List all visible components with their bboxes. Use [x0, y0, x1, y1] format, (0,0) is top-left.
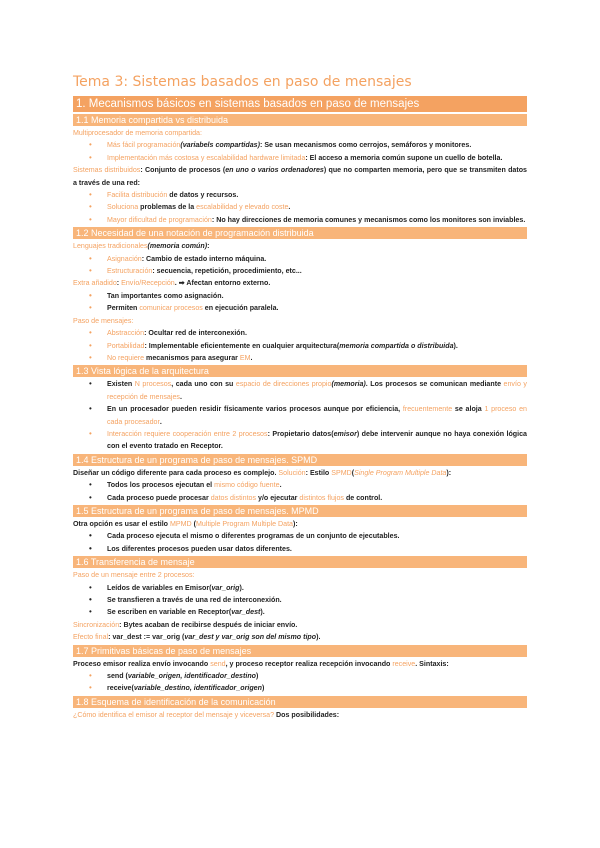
subsection-heading-1-4: 1.4 Estructura de un programa de paso de mensajes. SPMD	[73, 454, 527, 466]
text-span: en uno o varios ordenadores	[225, 166, 324, 175]
text-span: : Ocultar red de interconexión.	[144, 329, 247, 338]
list-traditional	[73, 253, 527, 278]
text-span: : Se usan mecanismos como cerrojos, semáforos y monitores.	[259, 141, 472, 150]
subsection-heading-1-3: 1.3 Vista lógica de la arquitectura	[73, 365, 527, 377]
list-item	[73, 378, 527, 403]
text-span: : var_dest := var_orig (	[108, 633, 185, 642]
text-span: Envío/Recepción	[121, 279, 175, 288]
list-item	[73, 606, 527, 618]
text-span: emisor	[333, 429, 357, 438]
text-span: ).	[316, 633, 321, 642]
label-extra-added	[73, 277, 527, 289]
list-item	[73, 479, 527, 491]
text-span: : Conjunto de procesos (	[140, 166, 226, 175]
label-final-effect	[73, 631, 527, 643]
list-item	[73, 152, 527, 164]
list-item	[73, 265, 527, 277]
text-span: Soluciona	[107, 203, 139, 212]
text-span: : No hay direcciones de memoria comunes y mecanismos como los monitores son inviables.	[211, 215, 526, 224]
text-span: .	[159, 417, 162, 426]
subsection-heading-1-2: 1.2 Necesidad de una notación de programación distribuida	[73, 227, 527, 239]
list-item: • Se transfieren a través de una red de interconexión.	[73, 594, 527, 606]
text-span: MPMD	[169, 519, 192, 528]
list-item	[73, 403, 527, 428]
text-span: Otra opción es usar el estilo	[73, 519, 170, 528]
paragraph-distributed	[73, 164, 527, 189]
label-traditional-languages	[73, 240, 527, 252]
text-span: frecuentemente	[402, 405, 453, 414]
text-span: Sincronización	[73, 620, 120, 629]
text-span: problemas de la	[138, 203, 197, 212]
text-span: send (	[107, 672, 128, 681]
list-item	[73, 352, 527, 364]
text-span: send	[210, 659, 226, 668]
text-span: ).	[453, 341, 458, 350]
list-item	[73, 201, 527, 213]
list-item	[73, 214, 527, 226]
list-item: • Cada proceso ejecuta el mismo o diferentes programas de un conjunto de ejecutables.	[73, 530, 527, 542]
list-extra	[73, 290, 527, 315]
subsection-heading-1-7: 1.7 Primitivas básicas de paso de mensajes	[73, 645, 527, 657]
text-span: de datos y recursos.	[167, 191, 239, 200]
text-span: (memoria común)	[147, 242, 208, 251]
text-span: Asignación	[107, 254, 142, 263]
text-span: mecanismos para asegurar	[144, 353, 240, 362]
text-span: Se escriben en variable en Receptor(	[107, 608, 232, 617]
text-span: : Estilo	[305, 468, 332, 477]
text-span: , cada uno con su	[171, 380, 236, 389]
text-span: , y proceso receptor realiza recepción invocando	[225, 659, 393, 668]
text-span: EM	[239, 353, 251, 362]
text-span: distintos flujos	[299, 493, 344, 502]
text-span: (memoria)	[331, 380, 366, 389]
text-span: Lenguajes tradicionales	[73, 242, 148, 251]
text-span: (	[191, 519, 197, 528]
text-span: )	[256, 672, 259, 681]
text-span: .	[250, 353, 253, 362]
list-message-passing	[73, 327, 527, 364]
text-span: Multiple Program Multiple Data	[196, 519, 294, 528]
text-span: :	[116, 279, 122, 288]
text-span: : Propietario datos(	[267, 429, 334, 438]
text-span: Mayor dificultad de programación	[107, 215, 212, 224]
text-span: .	[288, 203, 291, 212]
text-span: envío y recepción de mensajes	[107, 380, 527, 401]
text-span: Todos los procesos ejecutan el	[107, 481, 215, 490]
text-span: : Bytes acaban de recibirse después de iniciar envío.	[119, 620, 298, 629]
text-span: ) que no comparten memoria, pero que se transmiten datos a través de una red:	[73, 166, 527, 187]
list-item: • Tan importantes como asignación.	[73, 290, 527, 302]
text-span: receive	[392, 659, 416, 668]
text-span: espacio de direcciones propio	[235, 380, 332, 389]
list-item	[73, 682, 527, 694]
text-span: comunicar procesos	[139, 304, 203, 313]
list-logical-view	[73, 378, 527, 452]
list-shared-memory	[73, 139, 527, 164]
text-span: Single Program Multiple Data	[354, 468, 447, 477]
list-item	[73, 253, 527, 265]
text-span: Implementación más costosa y escalabilidad hardware limitada	[107, 153, 306, 162]
text-span: Efecto final	[73, 633, 109, 642]
list-item	[73, 492, 527, 504]
subsection-heading-1-5: 1.5 Estructura de un programa de paso de mensajes. MPMD	[73, 505, 527, 517]
list-spmd	[73, 479, 527, 504]
text-span: ):	[293, 519, 298, 528]
subsection-heading-1-6: 1.6 Transferencia de mensaje	[73, 556, 527, 568]
paragraph-mpmd	[73, 518, 527, 530]
text-span: Leídos de variables en Emisor(	[107, 583, 212, 592]
list-item	[73, 582, 527, 594]
text-span: .	[179, 392, 182, 401]
label-synchronization	[73, 619, 527, 631]
text-span: ):	[446, 468, 452, 477]
paragraph-spmd	[73, 467, 527, 479]
text-span: variable_destino, identificador_origen	[133, 684, 262, 693]
text-span: : Implementable eficientemente en cualquier arquitectura(	[144, 341, 340, 350]
document-page	[73, 72, 527, 721]
list-item	[73, 670, 527, 682]
subsection-heading-1-1: 1.1 Memoria compartida vs distribuida	[73, 114, 527, 126]
text-span: )	[261, 684, 265, 693]
text-span: Estructuración	[107, 267, 153, 276]
text-span: var_dest y var_orig son del mismo tipo	[184, 633, 317, 642]
paragraph-primitives	[73, 658, 527, 670]
list-item	[73, 302, 527, 314]
list-mpmd	[73, 530, 527, 555]
text-span: Cada proceso puede procesar	[107, 493, 211, 502]
text-span: . Los procesos se comunican mediante	[365, 380, 504, 389]
text-span: Interacción requiere cooperación entre 2 procesos	[107, 429, 268, 438]
text-span: 1 proceso en cada procesador	[107, 405, 527, 426]
text-span: ) debe intervenir aunque no haya conexión lógica con el evento tratado en Receptor.	[107, 429, 527, 451]
list-item	[73, 139, 527, 151]
text-span: en ejecución paralela.	[202, 304, 279, 313]
list-transfer	[73, 582, 527, 619]
page-title: Tema 3: Sistemas basados en paso de mensajes	[73, 74, 412, 90]
text-span: Diseñar un código diferente para cada proceso es complejo.	[73, 468, 279, 477]
subsection-heading-1-8: 1.8 Esquema de identificación de la comunicación	[73, 696, 527, 708]
text-span: (variabels compartidas)	[180, 141, 260, 150]
text-span: N procesos	[134, 380, 172, 389]
text-span: ¿Cómo identifica el emisor al receptor del mensaje y viceversa?	[73, 710, 275, 719]
text-span: Solución	[278, 468, 306, 477]
text-span: En un procesador pueden residir físicamente varios procesos aunque por eficiencia,	[107, 405, 403, 414]
list-primitives	[73, 670, 527, 695]
text-span: memoria compartida o distribuida	[339, 341, 454, 350]
text-span: Existen	[107, 380, 135, 389]
text-span: : Cambio de estado interno máquina.	[141, 254, 267, 263]
text-span: y/o ejecutar	[256, 493, 300, 502]
list-item	[73, 340, 527, 352]
text-span: Dos posibilidades:	[274, 710, 340, 719]
paragraph-identification	[73, 709, 527, 721]
text-span: de control.	[343, 493, 383, 502]
list-item	[73, 428, 527, 453]
text-span: Más fácil programación	[107, 141, 181, 150]
text-span: . Sintaxis:	[415, 659, 449, 668]
text-span: :	[207, 242, 210, 251]
label-message-passing: Paso de mensajes:	[73, 316, 134, 325]
text-span: : secuencia, repetición, procedimiento, etc...	[152, 267, 302, 276]
text-span: Portabilidad	[107, 341, 145, 350]
text-span: receive(	[107, 684, 134, 693]
text-span: Facilita distribución	[107, 191, 168, 200]
text-span: mismo código fuente	[214, 481, 280, 490]
text-span: No requiere	[107, 353, 145, 362]
text-span: variable_origen, identificador_destino	[127, 672, 257, 681]
text-span: Abstracción	[107, 329, 145, 338]
text-span: escalabilidad y elevado coste	[196, 203, 289, 212]
text-span: Extra añadido	[73, 279, 117, 288]
label-message-transfer: Paso de un mensaje entre 2 procesos:	[73, 571, 195, 580]
text-span: ).	[260, 608, 265, 617]
text-span: . ➡ Afectan entorno externo.	[174, 279, 271, 288]
list-distributed	[73, 189, 527, 226]
text-span: : El acceso a memoria común supone un cuello de botella.	[305, 153, 503, 162]
text-span: Proceso emisor realiza envío invocando	[73, 659, 211, 668]
list-item	[73, 189, 527, 201]
text-span: var_orig	[211, 583, 240, 592]
label-shared-memory: Multiprocesador de memoria compartida:	[73, 129, 202, 137]
text-span: var_dest	[231, 608, 261, 617]
text-span: (	[351, 468, 355, 477]
list-item	[73, 327, 527, 339]
text-span: Sistemas distribuidos	[73, 166, 141, 175]
text-span: ).	[239, 583, 244, 592]
text-span: SPMD	[331, 468, 352, 477]
text-span: Permiten	[107, 304, 140, 313]
text-span: se aloja	[452, 405, 485, 414]
text-span: datos distintos	[210, 493, 257, 502]
section-heading-1: 1. Mecanismos básicos en sistemas basados en paso de mensajes	[73, 96, 527, 112]
text-span: .	[279, 481, 282, 490]
list-item: • Los diferentes procesos pueden usar datos diferentes.	[73, 543, 527, 555]
